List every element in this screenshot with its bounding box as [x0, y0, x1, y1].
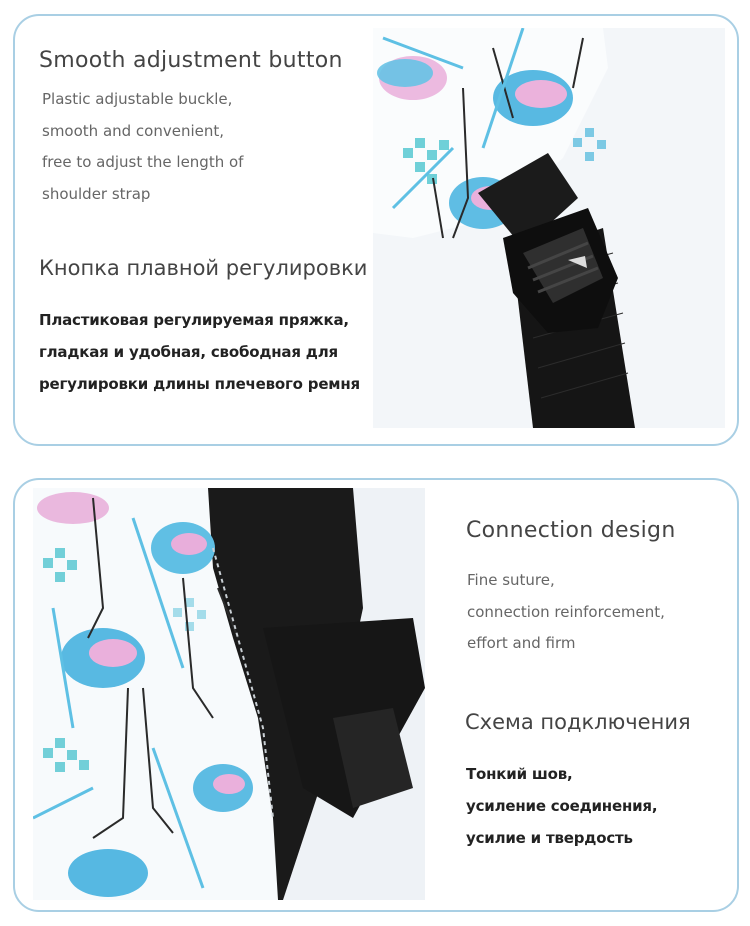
adjustment-desc-ru-line: Пластиковая регулируемая пряжка,	[39, 311, 349, 329]
connection-desc-ru-line: Тонкий шов,	[466, 765, 573, 783]
connection-desc-ru-line: усиление соединения,	[466, 797, 658, 815]
connection-desc-en-line: Fine suture,	[467, 571, 555, 589]
buckle-strap-photo	[373, 28, 725, 428]
adjustment-desc-en-line: free to adjust the length of	[42, 153, 244, 171]
connection-description-en	[467, 565, 665, 660]
feature-card-adjustment	[13, 14, 739, 446]
strap-connection-photo	[33, 488, 425, 900]
adjustment-desc-en-line: shoulder strap	[42, 184, 151, 203]
adjustment-title-ru: Кнопка плавной регулировки	[39, 256, 368, 280]
adjustment-desc-en-line: Plastic adjustable buckle,	[42, 90, 233, 108]
adjustment-title-en: Smooth adjustment button	[39, 48, 343, 73]
feature-card-connection	[13, 478, 739, 912]
connection-desc-ru-line: усилие и твердость	[466, 829, 633, 847]
adjustment-desc-en-line: smooth and convenient,	[42, 121, 225, 140]
adjustment-desc-ru-line: гладкая и удобная, свободная для	[39, 343, 338, 361]
adjustment-description-en	[42, 84, 243, 210]
connection-title-ru: Схема подключения	[465, 710, 691, 734]
connection-title-en: Connection design	[466, 518, 676, 543]
connection-desc-en-line: effort and firm	[467, 634, 576, 652]
connection-description-ru	[466, 758, 657, 854]
adjustment-desc-ru-line: регулировки длины плечевого ремня	[39, 375, 360, 393]
connection-desc-en-line: connection reinforcement,	[467, 602, 665, 621]
adjustment-description-ru	[39, 304, 360, 400]
